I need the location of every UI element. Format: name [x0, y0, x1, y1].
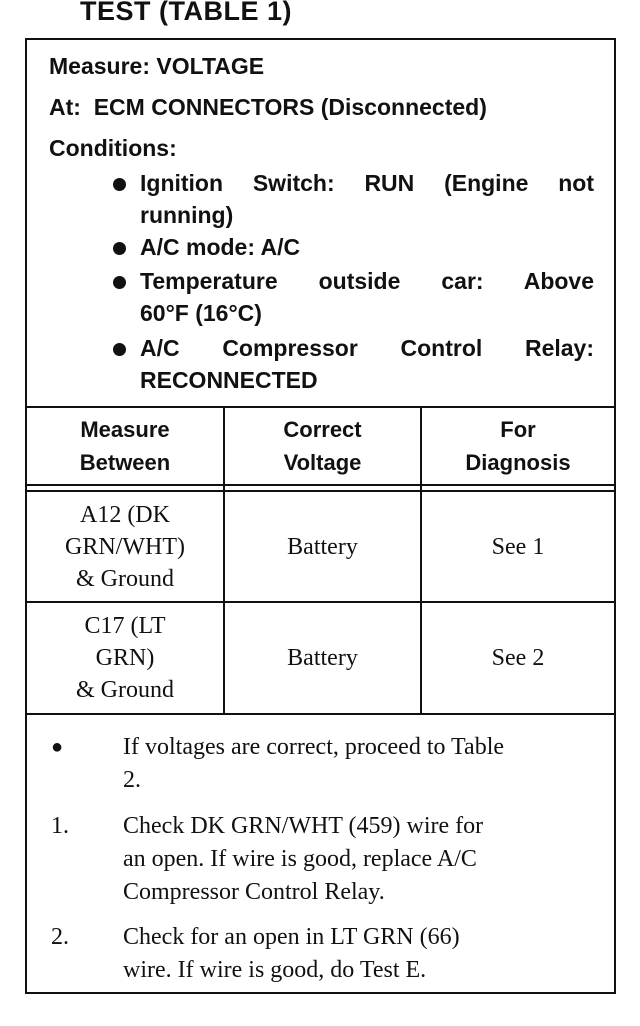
condition-line: RECONNECTED [140, 367, 318, 393]
at-label: At: [49, 94, 81, 120]
conditions-label: Conditions: [49, 135, 177, 161]
at-line [49, 94, 487, 121]
note-line: wire. If wire is good, do Test E. [123, 957, 427, 983]
column-header-correct-voltage [225, 408, 420, 484]
header-line: Between [79, 450, 171, 475]
cell-line: & Ground [75, 565, 174, 592]
header-line: Diagnosis [465, 450, 571, 475]
bullet-icon [113, 276, 126, 289]
measure-label: Measure: [49, 53, 150, 79]
table-row-2-measure [27, 603, 223, 713]
bullet-icon: ● [51, 736, 64, 758]
note-line: Compressor Control Relay. [123, 879, 385, 905]
condition-item-relay [140, 332, 594, 396]
condition-item-ignition [140, 167, 594, 231]
note-line: 2. [123, 767, 141, 793]
condition-line: running) [140, 202, 234, 228]
condition-line: A/C Compressor Control Relay: [140, 335, 594, 361]
at-value: ECM CONNECTORS (Disconnected) [93, 94, 487, 120]
cell-line: C17 (LT [84, 613, 166, 639]
measure-line [49, 53, 264, 80]
divider [27, 713, 614, 715]
bullet-icon [113, 242, 126, 255]
table-row-2-voltage: Battery [287, 645, 358, 671]
condition-item-temperature [140, 265, 594, 329]
table-row-2-diagnosis: See 2 [491, 645, 545, 671]
note-number: 2. [51, 924, 69, 950]
table-row-1-diagnosis: See 1 [491, 533, 545, 560]
note-line: If voltages are correct, proceed to Table [123, 734, 505, 760]
column-header-measure-between [27, 408, 223, 484]
cell-line: GRN/WHT) [65, 533, 185, 560]
condition-line: Ignition Switch: RUN (Engine not [140, 170, 594, 196]
divider [27, 484, 614, 486]
test-table-frame [25, 38, 616, 994]
note-line: Check DK GRN/WHT (459) wire for [123, 813, 484, 839]
note-line: Check for an open in LT GRN (66) [123, 924, 460, 950]
header-line: Voltage [283, 450, 362, 475]
condition-line: 60°F (16°C) [140, 300, 262, 326]
bullet-icon [113, 343, 126, 356]
condition-item-ac-mode [140, 231, 594, 263]
bullet-icon [113, 178, 126, 191]
note-line: an open. If wire is good, replace A/C [123, 846, 477, 872]
cell-line: A12 (DK [79, 501, 170, 528]
cell-line: & Ground [76, 677, 174, 703]
measure-value: VOLTAGE [156, 53, 265, 79]
header-line: Correct [283, 417, 362, 442]
table-row-1-measure [27, 492, 223, 601]
condition-line: Temperature outside car: Above [140, 268, 594, 294]
table-row-1-voltage: Battery [287, 533, 358, 560]
header-line: For [500, 417, 536, 442]
page-title: TEST (TABLE 1) [80, 0, 292, 26]
header-line: Measure [80, 417, 170, 442]
note-number: 1. [51, 813, 69, 839]
condition-line: A/C mode: A/C [140, 234, 301, 260]
cell-line: GRN) [95, 645, 155, 671]
column-header-for-diagnosis [422, 408, 614, 484]
